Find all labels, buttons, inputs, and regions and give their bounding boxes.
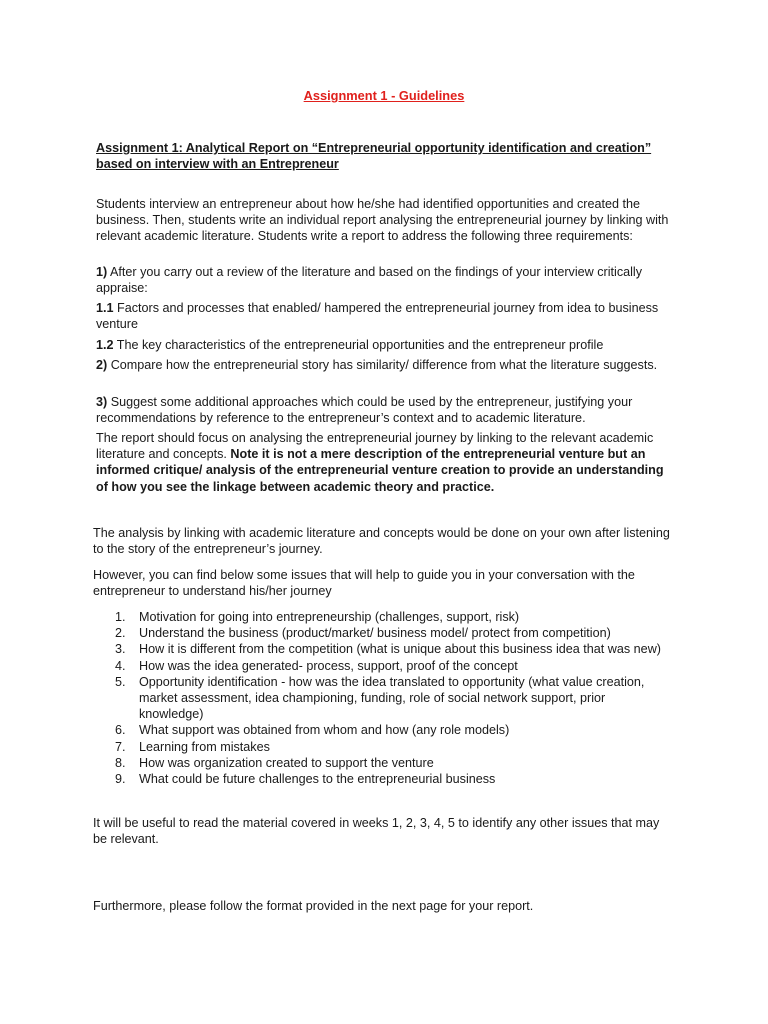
however-paragraph: However, you can find below some issues that will help to guide you in your conversation with the entrepreneur to understand his/her journey [93, 568, 635, 599]
requirement-number: 1) [96, 265, 108, 279]
list-item-number: 5. [115, 674, 126, 689]
requirement-3 [96, 394, 676, 426]
list-item-text: How was the idea generated- process, support, proof of the concept [139, 658, 518, 673]
requirement-text: Compare how the entrepreneurial story has similarity/ difference from what the literature suggests. [107, 358, 658, 372]
list-item-number: 8. [115, 755, 126, 770]
requirement-1-2 [96, 337, 676, 353]
requirement-text: Factors and processes that enabled/ hampered the entrepreneurial journey from idea to business venture [96, 301, 659, 332]
requirement-2 [96, 357, 676, 373]
useful-paragraph: It will be useful to read the material covered in weeks 1, 2, 3, 4, 5 to identify any other issues that may be relevant. [93, 816, 660, 847]
requirement-1-1 [96, 300, 676, 332]
requirement-number: 2) [96, 358, 108, 372]
issues-list [93, 609, 673, 787]
list-item-text: What support was obtained from whom and how (any role models) [139, 723, 510, 738]
list-item-number: 2. [115, 626, 126, 641]
list-item-text: Opportunity identification - how was the idea translated to opportunity (what value creation, market assessment, idea championing, funding, role of social network support, prior knowledge) [139, 674, 645, 722]
list-item [93, 771, 673, 787]
list-item-text: Learning from mistakes [139, 739, 270, 754]
list-item [93, 641, 673, 657]
list-item-text: Understand the business (product/market/ business model/ protect from competition) [139, 626, 611, 641]
list-item [93, 739, 673, 755]
list-item-text: What could be future challenges to the entrepreneurial business [139, 772, 496, 787]
list-item-number: 6. [115, 723, 126, 738]
requirement-text: The key characteristics of the entrepreneurial opportunities and the entrepreneur profile [113, 338, 604, 352]
list-item-number: 4. [115, 658, 126, 673]
list-item-text: How it is different from the competition (what is unique about this business idea that was new) [139, 642, 661, 657]
requirement-1 [96, 264, 676, 296]
focus-note: Note it is not a mere description of the entrepreneurial venture but an informed critique/ analysis of the entrepreneurial venture creation to provide an understanding of how you see the linkage between academic theory and practice. [96, 447, 664, 494]
requirement-number: 1.1 [96, 301, 114, 315]
further-paragraph: Furthermore, please follow the format provided in the next page for your report. [93, 899, 534, 913]
requirement-number: 1.2 [96, 338, 114, 352]
list-item-number: 7. [115, 739, 126, 754]
list-item-number: 9. [115, 772, 126, 787]
focus-text: The report should focus on analysing the entrepreneurial journey by linking to the relevant academic literature and concepts. [96, 431, 654, 462]
list-item-number: 3. [115, 642, 126, 657]
list-item-text: How was organization created to support the venture [139, 755, 434, 770]
requirement-number: 3) [96, 395, 108, 409]
assignment-heading: Assignment 1: Analytical Report on “Entrepreneurial opportunity identification and creation” based on interview with an Entrepreneur [96, 141, 652, 172]
list-item-text: Motivation for going into entrepreneurship (challenges, support, risk) [139, 610, 520, 624]
intro-paragraph: Students interview an entrepreneur about how he/she had identified opportunities and created the business. Then, students write an individual report analysing the entrepreneurial journey by linking with relevant academic literature. Students write a report to address the following three requirements: [96, 197, 669, 244]
list-item [93, 625, 673, 641]
analysis-paragraph: The analysis by linking with academic literature and concepts would be done on your own after listening to the story of the entrepreneur’s journey. [93, 526, 670, 557]
document-title: Assignment 1 - Guidelines [303, 88, 465, 103]
list-item [93, 722, 673, 738]
list-item [93, 755, 673, 771]
list-item [93, 609, 673, 625]
list-item-number: 1. [115, 610, 126, 624]
list-item [93, 674, 673, 723]
list-item [93, 658, 673, 674]
requirement-text: After you carry out a review of the literature and based on the findings of your interview critically appraise: [96, 265, 643, 296]
requirement-text: Suggest some additional approaches which could be used by the entrepreneur, justifying your recommendations by reference to the entrepreneur’s context and to academic literature. [96, 395, 633, 426]
focus-paragraph [96, 430, 676, 495]
